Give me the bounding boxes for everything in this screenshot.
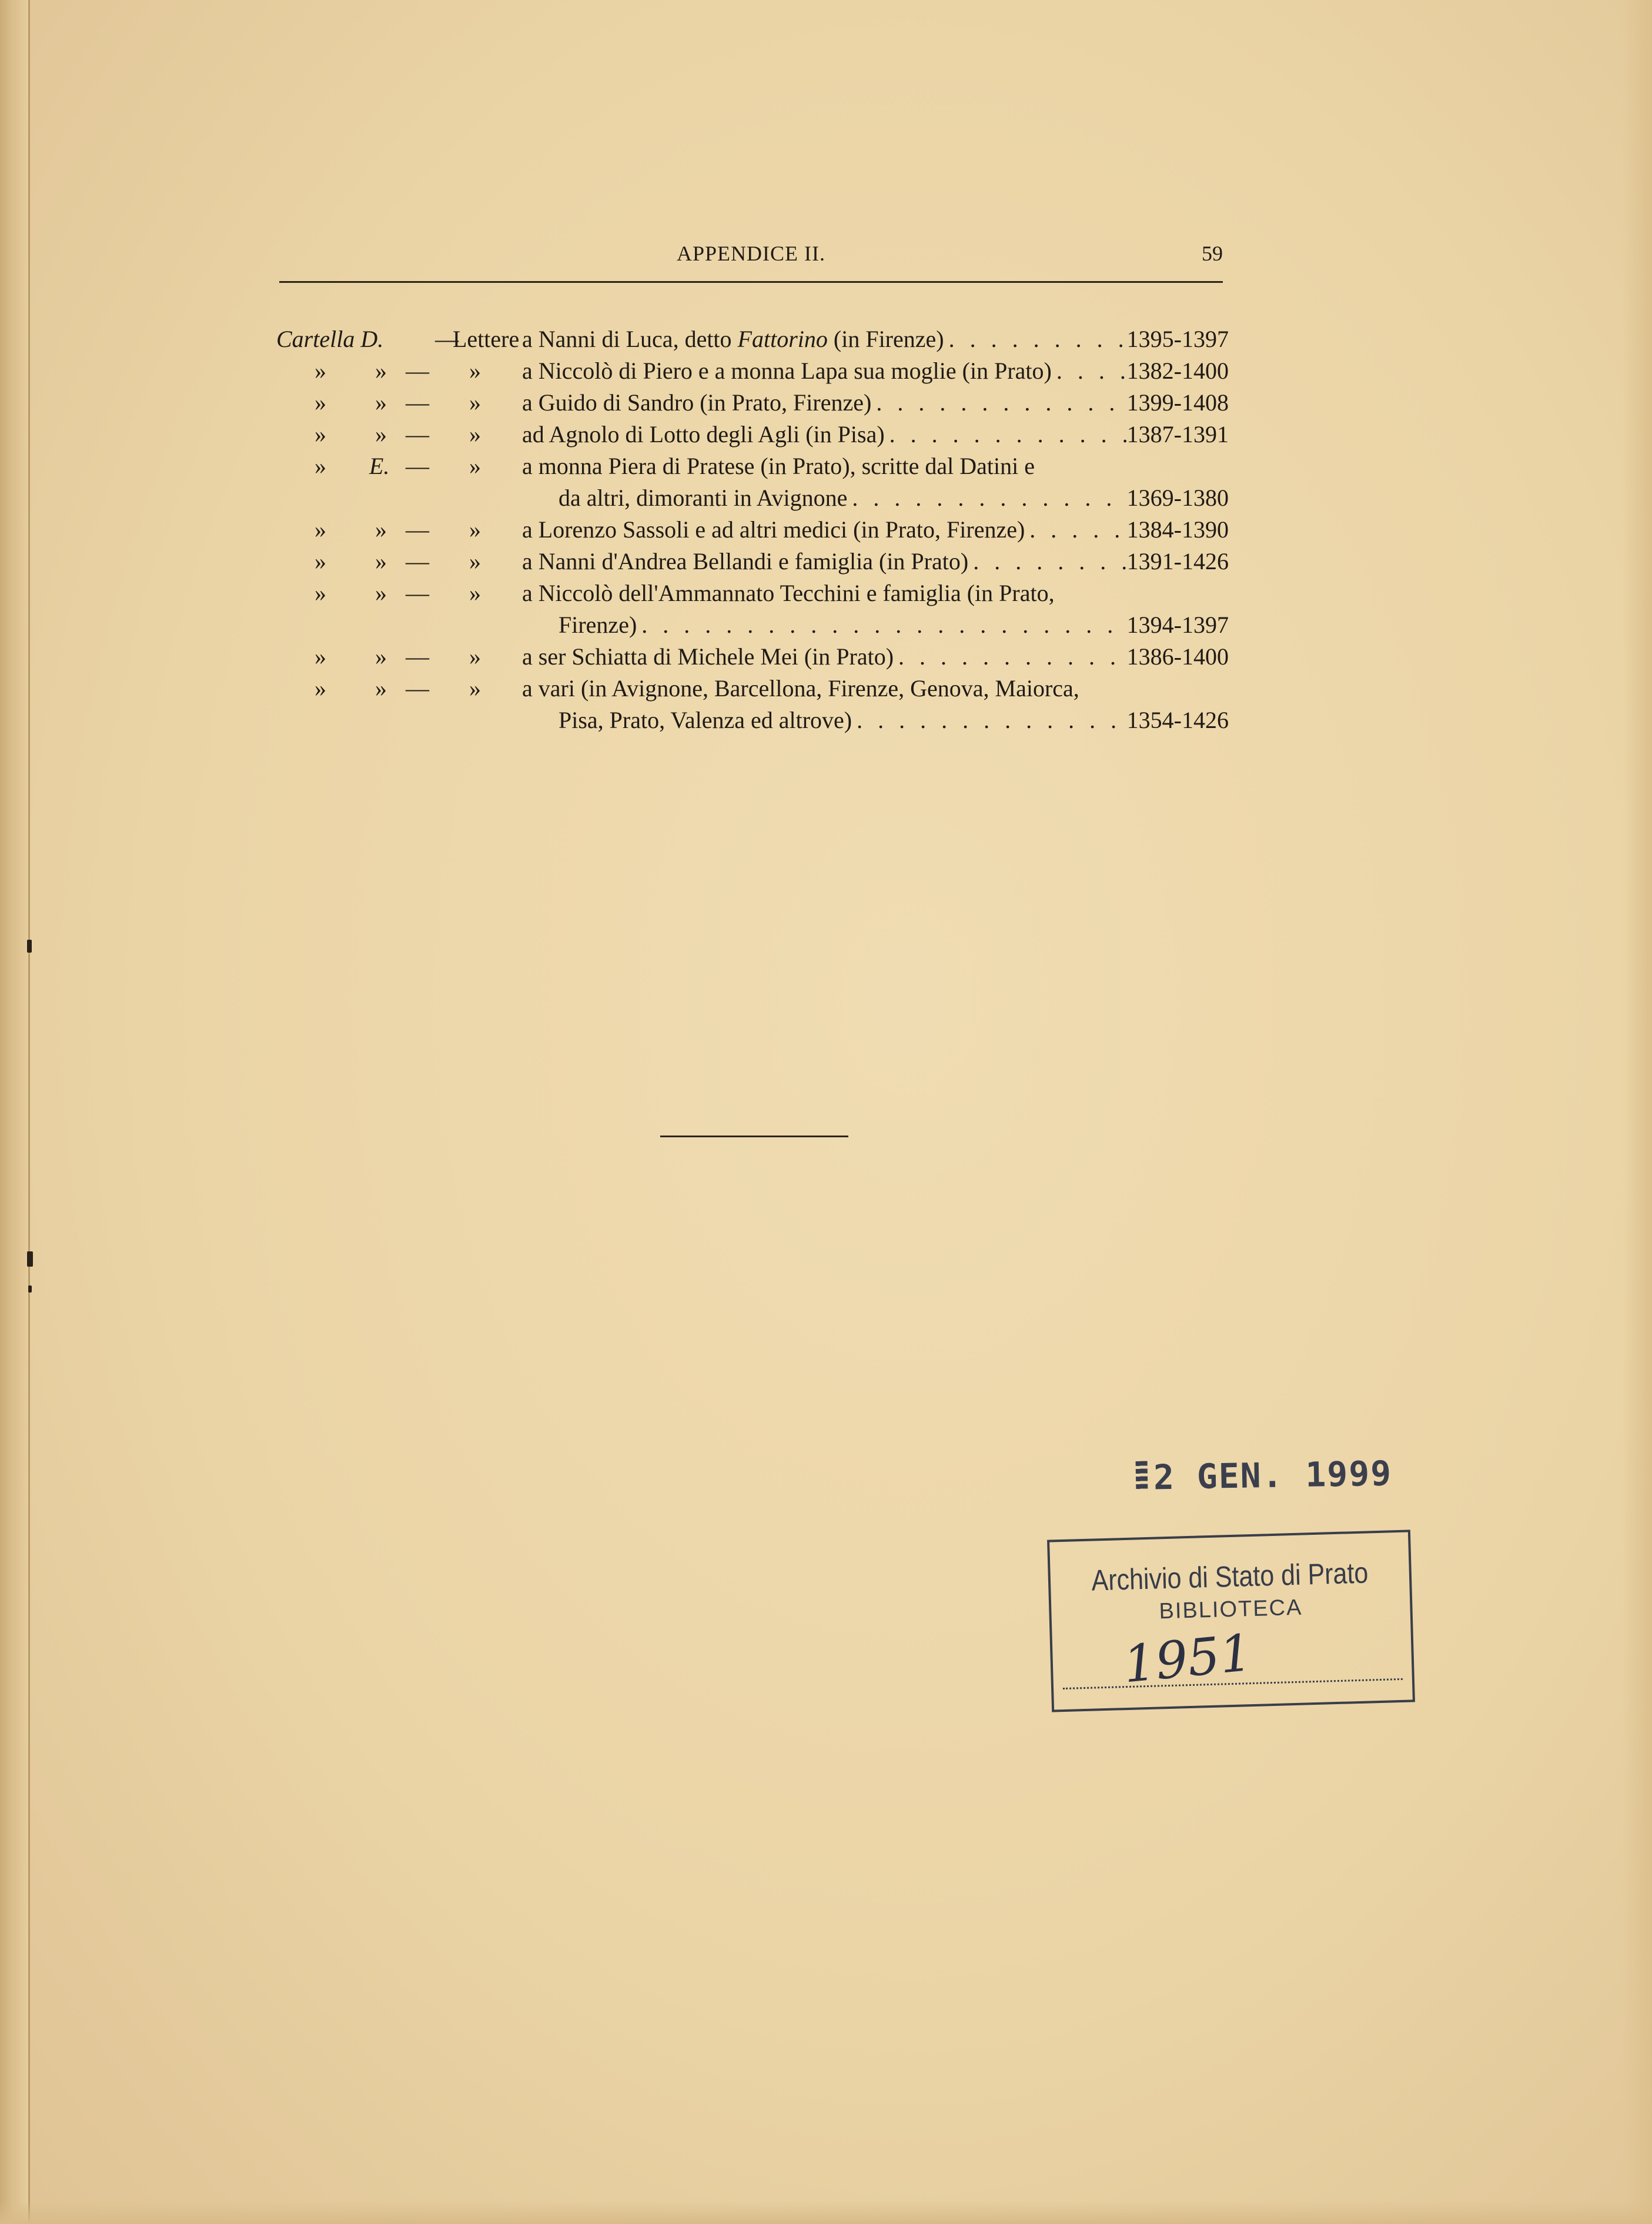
dash: — <box>406 516 429 543</box>
dash: — <box>406 675 429 702</box>
ditto-mark: » <box>469 643 481 670</box>
running-header <box>279 241 1223 283</box>
ditto-mark: » <box>375 389 387 416</box>
dot-leaders <box>1052 355 1127 387</box>
page-number: 59 <box>1202 242 1223 265</box>
section-letter: E. <box>369 453 390 479</box>
entry-line <box>276 514 1229 546</box>
entry-dates: 1399-1408 <box>1126 389 1229 416</box>
entry-description: a Niccolò dell'Ammannato Tecchini e famiglia (in Prato, <box>522 580 1055 606</box>
ditto-mark: » <box>375 548 387 575</box>
entry-text <box>522 673 1229 704</box>
entry-text <box>522 419 1229 450</box>
entry-prefix <box>276 577 535 609</box>
dot-leaders <box>894 641 1127 673</box>
ditto-mark: » <box>315 516 326 543</box>
ditto-mark: » <box>315 453 326 479</box>
binding-mark <box>27 940 32 953</box>
entry-dates: 1382-1400 <box>1126 358 1229 384</box>
end-rule <box>660 1136 848 1137</box>
dot-leaders <box>871 387 1126 419</box>
entry-description: a Nanni d'Andrea Bellandi e famiglia (in Prato) <box>522 548 969 575</box>
list-item <box>276 673 1229 736</box>
archive-stamp-subtitle: BIBLIOTECA <box>1158 1595 1303 1624</box>
ditto-mark: » <box>315 580 326 606</box>
dash: — <box>406 421 429 448</box>
entry-text <box>522 577 1229 609</box>
entry-prefix <box>276 673 535 704</box>
entry-prefix <box>276 387 535 419</box>
ditto-mark: » <box>315 643 326 670</box>
cartella-label: Cartella D. <box>276 326 384 352</box>
entry-line <box>276 419 1229 450</box>
ditto-mark: » <box>315 675 326 702</box>
entry-description: a Nanni di Luca, detto Fattorino (in Firenze) <box>522 326 944 352</box>
entry-continuation-line <box>276 482 1229 514</box>
entry-line <box>276 546 1229 577</box>
ditto-mark: » <box>375 421 387 448</box>
header-title: APPENDICE II. <box>677 242 825 265</box>
ditto-mark: » <box>469 453 481 479</box>
dash: — <box>406 643 429 670</box>
dot-leaders <box>968 546 1126 577</box>
ditto-mark: » <box>469 516 481 543</box>
entry-dates: 1354-1426 <box>1126 707 1229 733</box>
ditto-mark: » <box>315 389 326 416</box>
dash: — <box>406 580 429 606</box>
list-item <box>276 450 1229 514</box>
ditto-mark: » <box>469 675 481 702</box>
dash: — <box>406 453 429 479</box>
entry-text <box>559 704 1229 736</box>
archive-stamp-title: Archivio di Stato di Prato <box>1091 1556 1369 1597</box>
entry-description: Firenze) <box>559 612 637 638</box>
page-bottom-edge <box>0 2200 1652 2224</box>
entry-dates: 1387-1391 <box>1126 421 1229 448</box>
entry-text <box>522 355 1229 387</box>
entry-description: a Niccolò di Piero e a monna Lapa sua moglie (in Prato) <box>522 358 1052 384</box>
list-item <box>276 355 1229 387</box>
entry-description: a Guido di Sandro (in Prato, Firenze) <box>522 389 872 416</box>
dash: — <box>406 358 429 384</box>
entry-dates: 1391-1426 <box>1126 548 1229 575</box>
page-binding-edge <box>0 0 30 2224</box>
dot-leaders <box>944 323 1127 355</box>
dot-leaders <box>885 419 1127 450</box>
ditto-mark: » <box>375 580 387 606</box>
entry-description: a vari (in Avignone, Barcellona, Firenze, Genova, Maiorca, <box>522 675 1079 702</box>
entry-dates: 1369-1380 <box>1126 485 1229 511</box>
entry-text <box>559 609 1229 641</box>
entry-description: da altri, dimoranti in Avignone <box>559 485 848 511</box>
ditto-mark: » <box>315 421 326 448</box>
entry-text <box>522 514 1229 546</box>
entry-prefix <box>276 323 535 355</box>
list-item <box>276 577 1229 641</box>
entry-dates: 1386-1400 <box>1126 643 1229 670</box>
date-stamp-text: 2 GEN. 1999 <box>1153 1453 1393 1498</box>
entry-prefix <box>276 450 535 482</box>
ditto-mark: » <box>469 389 481 416</box>
entry-dates: 1394-1397 <box>1126 612 1229 638</box>
ditto-mark: » <box>375 516 387 543</box>
entry-description: a monna Piera di Pratese (in Prato), scritte dal Datini e <box>522 453 1035 479</box>
italic-nickname: Fattorino <box>737 326 828 352</box>
binding-mark <box>28 1285 32 1293</box>
archive-stamp <box>1047 1530 1415 1712</box>
entry-line <box>276 450 1229 482</box>
entry-prefix <box>276 514 535 546</box>
entry-description: Pisa, Prato, Valenza ed altrove) <box>559 707 852 733</box>
list-item <box>276 387 1229 419</box>
list-item <box>276 514 1229 546</box>
entry-description: ad Agnolo di Lotto degli Agli (in Pisa) <box>522 421 885 448</box>
ditto-mark: » <box>375 675 387 702</box>
ditto-mark: » <box>469 358 481 384</box>
entry-prefix <box>276 419 535 450</box>
dot-leaders <box>847 482 1126 514</box>
ditto-mark: » <box>315 548 326 575</box>
ditto-mark: » <box>375 358 387 384</box>
handwritten-inventory-number: 1951 <box>1121 1623 1255 1695</box>
date-stamp <box>1140 1453 1392 1497</box>
entry-text <box>522 546 1229 577</box>
list-item <box>276 641 1229 673</box>
binding-mark <box>27 1251 33 1267</box>
entry-line <box>276 387 1229 419</box>
entry-text <box>522 450 1229 482</box>
entry-line <box>276 323 1229 355</box>
ditto-mark: » <box>469 580 481 606</box>
page-right-edge <box>1623 0 1652 2224</box>
entry-prefix <box>276 355 535 387</box>
dot-leaders <box>852 704 1127 736</box>
entry-line <box>276 355 1229 387</box>
lettere-label: Lettere <box>453 326 520 352</box>
dot-leaders <box>637 609 1126 641</box>
entry-continuation-line <box>276 609 1229 641</box>
list-item <box>276 419 1229 450</box>
entry-line <box>276 577 1229 609</box>
entry-text <box>559 482 1229 514</box>
entry-text <box>522 641 1229 673</box>
entry-description: a ser Schiatta di Michele Mei (in Prato) <box>522 643 894 670</box>
letter-list <box>276 323 1229 736</box>
entry-dates: 1395-1397 <box>1126 326 1229 352</box>
ditto-mark: » <box>375 643 387 670</box>
entry-dates: 1384-1390 <box>1126 516 1229 543</box>
list-item <box>276 323 1229 355</box>
ditto-mark: » <box>469 421 481 448</box>
entry-description: a Lorenzo Sassoli e ad altri medici (in Prato, Firenze) <box>522 516 1025 543</box>
ditto-mark: » <box>315 358 326 384</box>
dash: — <box>435 326 459 352</box>
dash: — <box>406 548 429 575</box>
entry-prefix <box>276 546 535 577</box>
entry-text <box>522 323 1229 355</box>
entry-line <box>276 673 1229 704</box>
entry-text <box>522 387 1229 419</box>
entry-prefix <box>276 641 535 673</box>
ditto-mark: » <box>469 548 481 575</box>
entry-line <box>276 641 1229 673</box>
entry-continuation-line <box>276 704 1229 736</box>
dot-leaders <box>1025 514 1126 546</box>
list-item <box>276 546 1229 577</box>
dash: — <box>406 389 429 416</box>
